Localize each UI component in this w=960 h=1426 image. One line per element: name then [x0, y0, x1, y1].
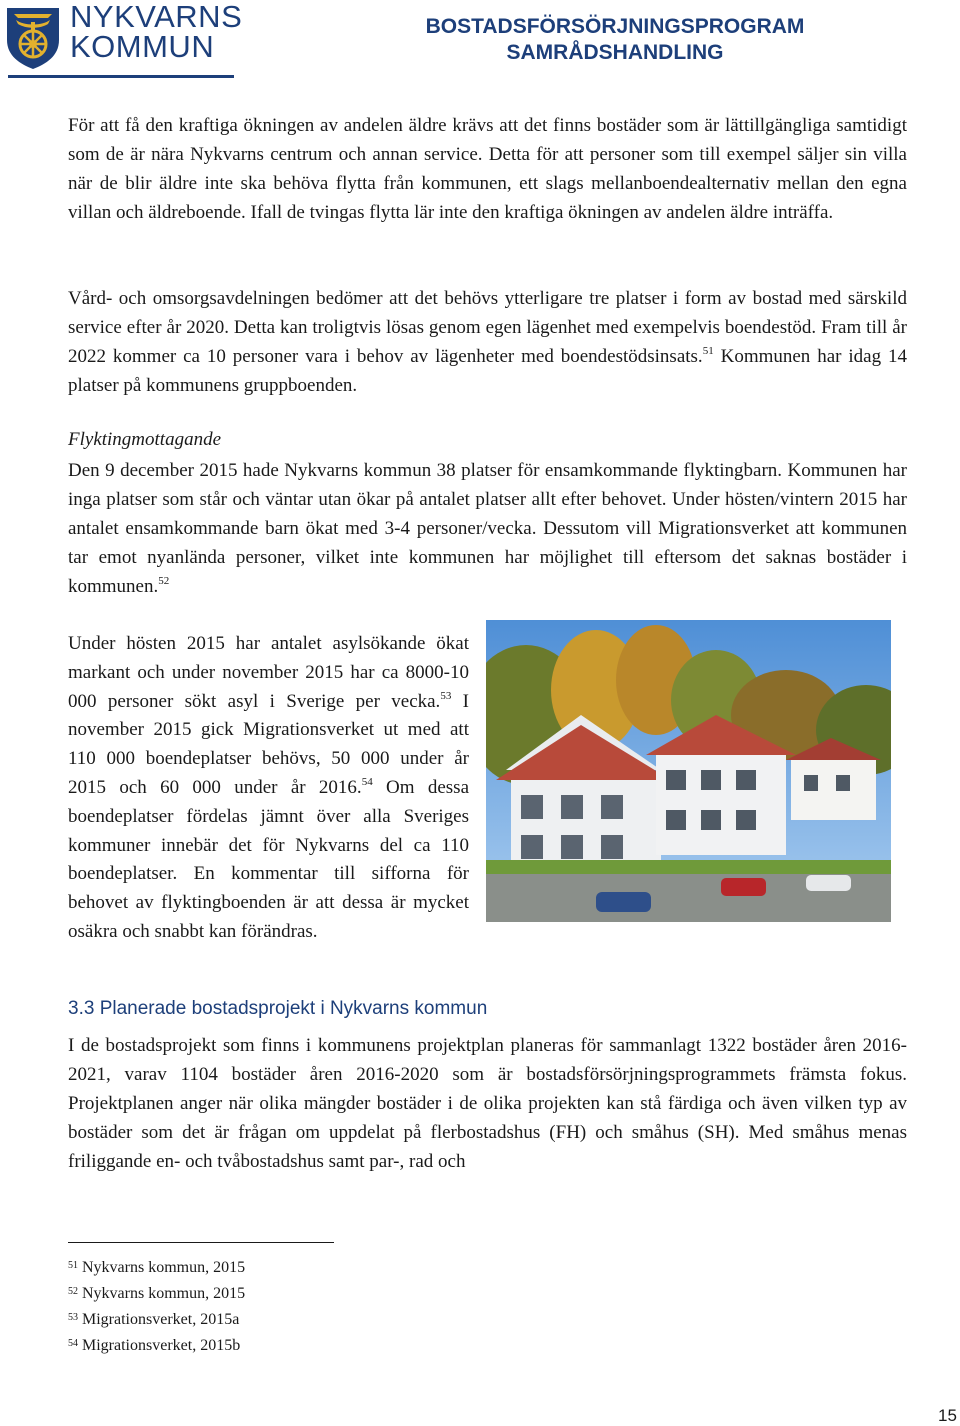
logo-wordmark	[70, 2, 242, 62]
logo-line-1: NYKVARNS	[70, 0, 243, 34]
paragraph-refugee-places	[68, 457, 907, 602]
section-heading-planned-projects: 3.3 Planerade bostadsprojekt i Nykvarns kommun	[68, 998, 488, 1019]
paragraph-care-text-b: Kommunen har idag 14 platser på kommunens gruppboenden.	[68, 345, 907, 396]
document-title-line-1: BOSTADSFÖRSÖRJNINGSPROGRAM	[425, 15, 805, 38]
logo-underline	[8, 75, 234, 78]
footnote-53	[68, 1306, 245, 1332]
paragraph-refugee-text: Den 9 december 2015 hade Nykvarns kommun 38 platser för ensamkommande flyktingbarn. Kommunen har inga platser som står och väntar utan ökar på antalet platser allt efter behovet. Under hösten/vintern 2015 har antalet ensamkommande barn ökat med 3-4 personer/vecka. Dessutom vill Migrationsverket att kommunen tar emot nyanlända personer, vilket inte kommunen har möjlighet till eftersom det saknas bostäder i kommunen.	[68, 460, 907, 597]
footnote-number: 54	[68, 1338, 78, 1349]
footnote-text: Nykvarns kommun, 2015	[82, 1285, 246, 1302]
paragraph-asylum-text-b: I november 2015 gick Migrationsverket ut med att 110 000 boendeplatser behövs, 50 000 under år 2015 och 60 000 under år 2016.	[68, 690, 469, 798]
footnote-51	[68, 1254, 245, 1280]
coat-of-arms-icon	[4, 4, 62, 70]
footnotes	[68, 1254, 245, 1358]
subheading-refugee-reception: Flyktingmottagande	[68, 429, 222, 450]
apartment-buildings-image	[486, 620, 891, 922]
footnote-text: Nykvarns kommun, 2015	[82, 1259, 246, 1276]
page-number: 15	[938, 1406, 957, 1425]
footnote-ref-53[interactable]: 53	[440, 689, 452, 702]
paragraph-asylum-text-c: Om dessa boendeplatser fördelas jämnt över alla Sveriges kommuner innebär det för Nykvarns del ca 110 boendeplatser. En kommentar till sifforna för behovet av flyktingboenden är att dessa är mycket osäkra och snabbt kan förändras.	[68, 776, 469, 942]
document-title-line-2: SAMRÅDSHANDLING	[506, 41, 724, 64]
footnote-ref-52[interactable]: 52	[158, 574, 170, 587]
footnote-52	[68, 1280, 245, 1306]
footnote-ref-54[interactable]: 54	[361, 775, 373, 788]
footnote-text: Migrationsverket, 2015b	[82, 1337, 241, 1354]
paragraph-asylum-seekers	[68, 630, 469, 947]
footnote-54	[68, 1332, 245, 1358]
document-title	[395, 14, 835, 66]
page-header	[0, 0, 960, 80]
logo-line-2: KOMMUN	[70, 29, 215, 64]
housing-photo	[486, 620, 891, 922]
footnote-ref-51[interactable]: 51	[702, 344, 714, 357]
footnote-number: 53	[68, 1312, 78, 1323]
footnote-text: Migrationsverket, 2015a	[82, 1311, 240, 1328]
paragraph-care-text-a: Vård- och omsorgsavdelningen bedömer att det behövs ytterligare tre platser i form av bostad med särskild service efter år 2020. Detta kan troligtvis lösas genom egen lägenhet med exempelvis boendestöd. Fram till år 2022 kommer ca 10 personer vara i behov av lägenheter med boendestödsinsats.	[68, 288, 907, 367]
paragraph-elderly-housing: För att få den kraftiga ökningen av andelen äldre krävs att det finns bostäder som är lättillgängliga samtidigt som de är nära Nykvarns centrum och annan service. Detta för att personer som till exempel säljer sin villa när de blir äldre inte ska behöva flytta från kommunen, ett slags mellanboendealternativ mellan den egna villan och äldreboende. Ifall de tvingas flytta lär inte den kraftiga ökningen av andelen äldre inträffa.	[68, 115, 907, 223]
footnote-number: 52	[68, 1286, 78, 1297]
footnote-separator	[68, 1242, 334, 1243]
footnote-number: 51	[68, 1260, 78, 1271]
municipality-logo	[4, 0, 243, 78]
paragraph-asylum-text-a: Under hösten 2015 har antalet asylsökande ökat markant och under november 2015 har ca 8000-10 000 personer sökt asyl i Sverige per vecka.	[68, 633, 469, 712]
paragraph-planned-projects: I de bostadsprojekt som finns i kommunens projektplan planeras för sammanlagt 1322 bostäder åren 2016-2021, varav 1104 bostäder åren 2016-2020 som är bostadsförsörjningsprogrammets främsta fokus. Projektplanen anger när olika mängder bostäder i de olika projekten kan stå färdiga och även vilken typ av bostäder som det är frågan om uppdelat på flerbostadshus (FH) och småhus (SH). Med småhus menas friliggande en- och tvåbostadshus samt par-, rad och	[68, 1035, 907, 1172]
paragraph-care-department	[68, 285, 907, 401]
